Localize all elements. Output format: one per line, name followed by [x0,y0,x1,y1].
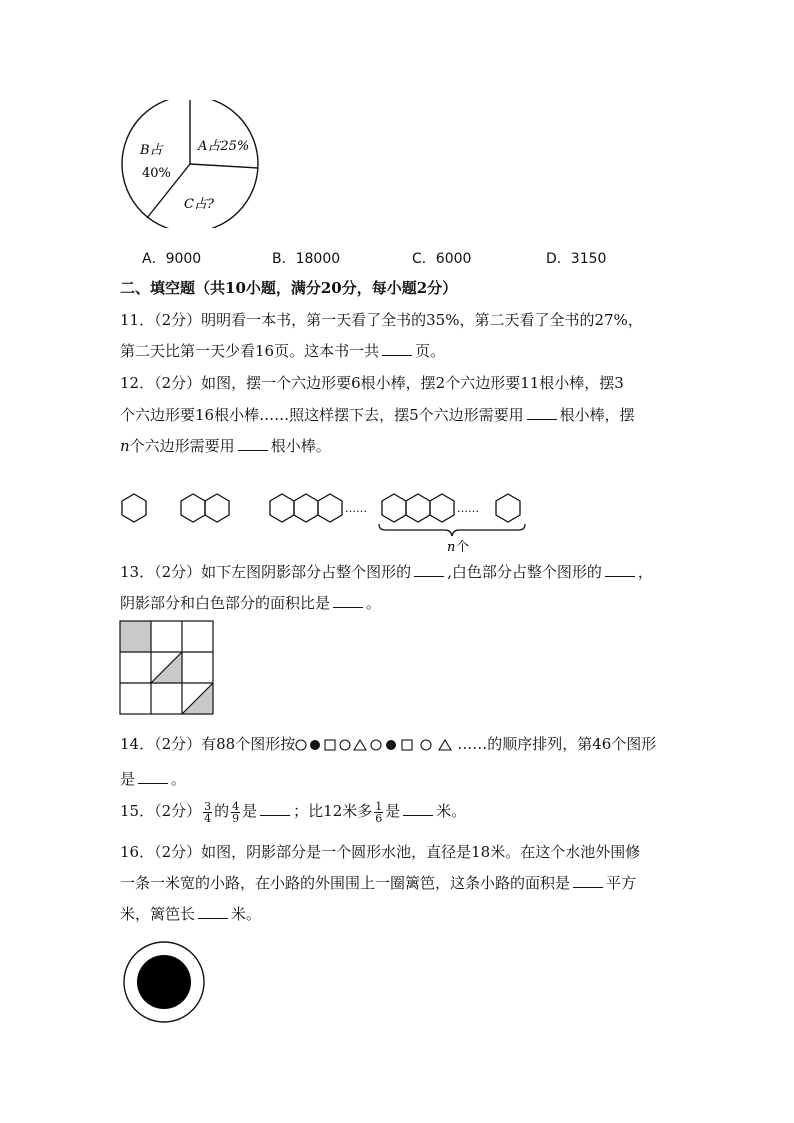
hex-dots-1: …… [345,502,367,515]
fraction-4-9 [231,801,240,824]
square-hollow-icon [402,740,412,750]
q13-answer-blank-2[interactable] [605,562,635,577]
q15-prefix: 15．（2分） [120,802,202,820]
circle-solid-icon [310,740,320,750]
q16-answer-blank-1[interactable] [573,873,603,888]
hexagon-row-1 [382,494,406,522]
pie-divider-right [190,164,258,168]
q11-text-b: 页。 [415,342,446,360]
q12-text-b: 根小棒，摆 [559,406,635,424]
section-title: 二、填空题（共10小题，满分20分，每小题2分） [120,279,458,297]
q16-text-c: 米，篱笆长 [120,905,196,923]
q15-de: 的 [214,802,230,820]
pond-figure [122,940,206,1024]
n-brace [379,524,525,536]
q14-text-b: ……的顺序排列，第46个图形 [457,735,657,753]
q16-line1: 16．（2分）如图，阴影部分是一个圆形水池，直径是18米。在这个水池外围修 [120,843,641,861]
option-b-letter: B． [272,251,296,267]
hex-dots-2: …… [457,502,479,515]
circle-hollow-icon [371,740,381,750]
hexagon-single [122,494,146,522]
hexagon-row-3 [430,494,454,522]
q12-line3 [120,436,331,456]
triangle-hollow-icon [439,740,451,750]
q13-line2 [120,593,381,613]
option-b-value: 18000 [295,251,341,267]
q13-line1 [120,562,653,582]
fraction-denominator: 6 [375,811,383,825]
q15-suffix: 米。 [436,802,467,820]
pie-label-a: A占25% [198,139,250,154]
q15-mid: ；比12米多 [293,802,373,820]
circle-hollow-icon [340,740,350,750]
q16-text-a: 一条一米宽的小路，在小路的外围围上一圈篱笆，这条小路的面积是 [120,874,571,892]
fraction-numerator: 4 [232,799,240,813]
q11-text-a: 第二天比第一天少看16页。这本书一共 [120,342,380,360]
option-d-letter: D． [546,251,571,267]
q13-text-b: ,白色部分占整个图形的 [447,563,602,581]
circle-hollow-icon [421,740,431,750]
q12-n-variable: n [120,437,130,455]
pie-chart-figure [118,100,262,228]
fraction-denominator: 4 [204,811,212,825]
option-c-letter: C． [412,251,436,267]
q16-text-b: 平方 [606,874,637,892]
q13-answer-blank-3[interactable] [333,593,363,608]
circle-solid-icon [386,740,396,750]
brace-label-n: n [447,540,456,555]
fraction-1-6 [374,801,383,824]
q14-text-c: 是 [120,770,136,788]
q15-line [120,799,466,824]
q13-text-e: 。 [366,594,382,612]
square-hollow-icon [325,740,335,750]
q16-line2 [120,873,636,893]
option-b [272,248,340,268]
q11-answer-blank[interactable] [382,341,412,356]
option-a-value: 9000 [165,251,202,267]
q12-text-d: 根小棒。 [270,437,331,455]
q16-line3 [120,904,261,924]
option-c [412,248,471,268]
fraction-numerator: 1 [375,799,383,813]
q13-text-d: 阴影部分和白色部分的面积比是 [120,594,331,612]
q15-shi-1: 是 [242,802,258,820]
pie-label-b-2: 40% [142,166,171,181]
hexagon-triple-1 [270,494,294,522]
fraction-denominator: 9 [232,811,240,825]
fraction-numerator: 3 [204,799,212,813]
hexagon-double-1 [181,494,205,522]
q13-answer-blank-1[interactable] [414,562,444,577]
hexagon-row-2 [406,494,430,522]
hexagon-triple-3 [318,494,342,522]
q16-answer-blank-2[interactable] [198,904,228,919]
hexagon-pattern-figure [115,488,535,558]
hexagon-row-last [496,494,520,522]
circle-hollow-icon [296,740,306,750]
option-a-letter: A． [142,251,166,267]
pie-label-c: C占? [184,197,214,212]
q13-text-c: ， [637,563,653,581]
q14-line2 [120,769,186,789]
q13-text-a: 13．（2分）如下左图阴影部分占整个图形的 [120,563,412,581]
hexagon-double-2 [205,494,229,522]
q16-text-d: 米。 [231,905,262,923]
q14-text-d: 。 [171,770,187,788]
q12-text-a: 个六边形要16根小棒……照这样摆下去，摆5个六边形需要用 [120,406,524,424]
shaded-grid-figure [119,620,214,715]
q15-shi-2: 是 [385,802,401,820]
option-c-value: 6000 [435,251,472,267]
q11-line1: 11．（2分）明明看一本书，第一天看了全书的35%，第二天看了全书的27%， [120,311,643,329]
q14-line1 [120,734,656,754]
triangle-hollow-icon [354,740,366,750]
q12-text-c: 个六边形需要用 [129,437,235,455]
q12-answer-blank-1[interactable] [527,405,557,420]
pie-label-b-1: B占 [140,143,163,158]
q15-answer-blank-2[interactable] [403,801,433,816]
q12-answer-blank-2[interactable] [238,436,268,451]
q12-line2 [120,405,635,425]
option-a [142,248,201,268]
shape-sequence [295,737,457,753]
option-d-value: 3150 [570,251,607,267]
q11-line2 [120,341,445,361]
q14-answer-blank[interactable] [138,769,168,784]
q14-text-a: 14．（2分）有88个图形按 [120,735,296,753]
fraction-3-4 [203,801,212,824]
q15-answer-blank-1[interactable] [260,801,290,816]
q12-line1: 12．（2分）如图，摆一个六边形要6根小棒，摆2个六边形要11根小棒，摆3 [120,374,624,392]
brace-label: 个 [456,540,470,555]
option-d [546,248,606,268]
shaded-square [120,621,151,652]
hexagon-triple-2 [294,494,318,522]
pond-shaded-circle [137,955,191,1009]
